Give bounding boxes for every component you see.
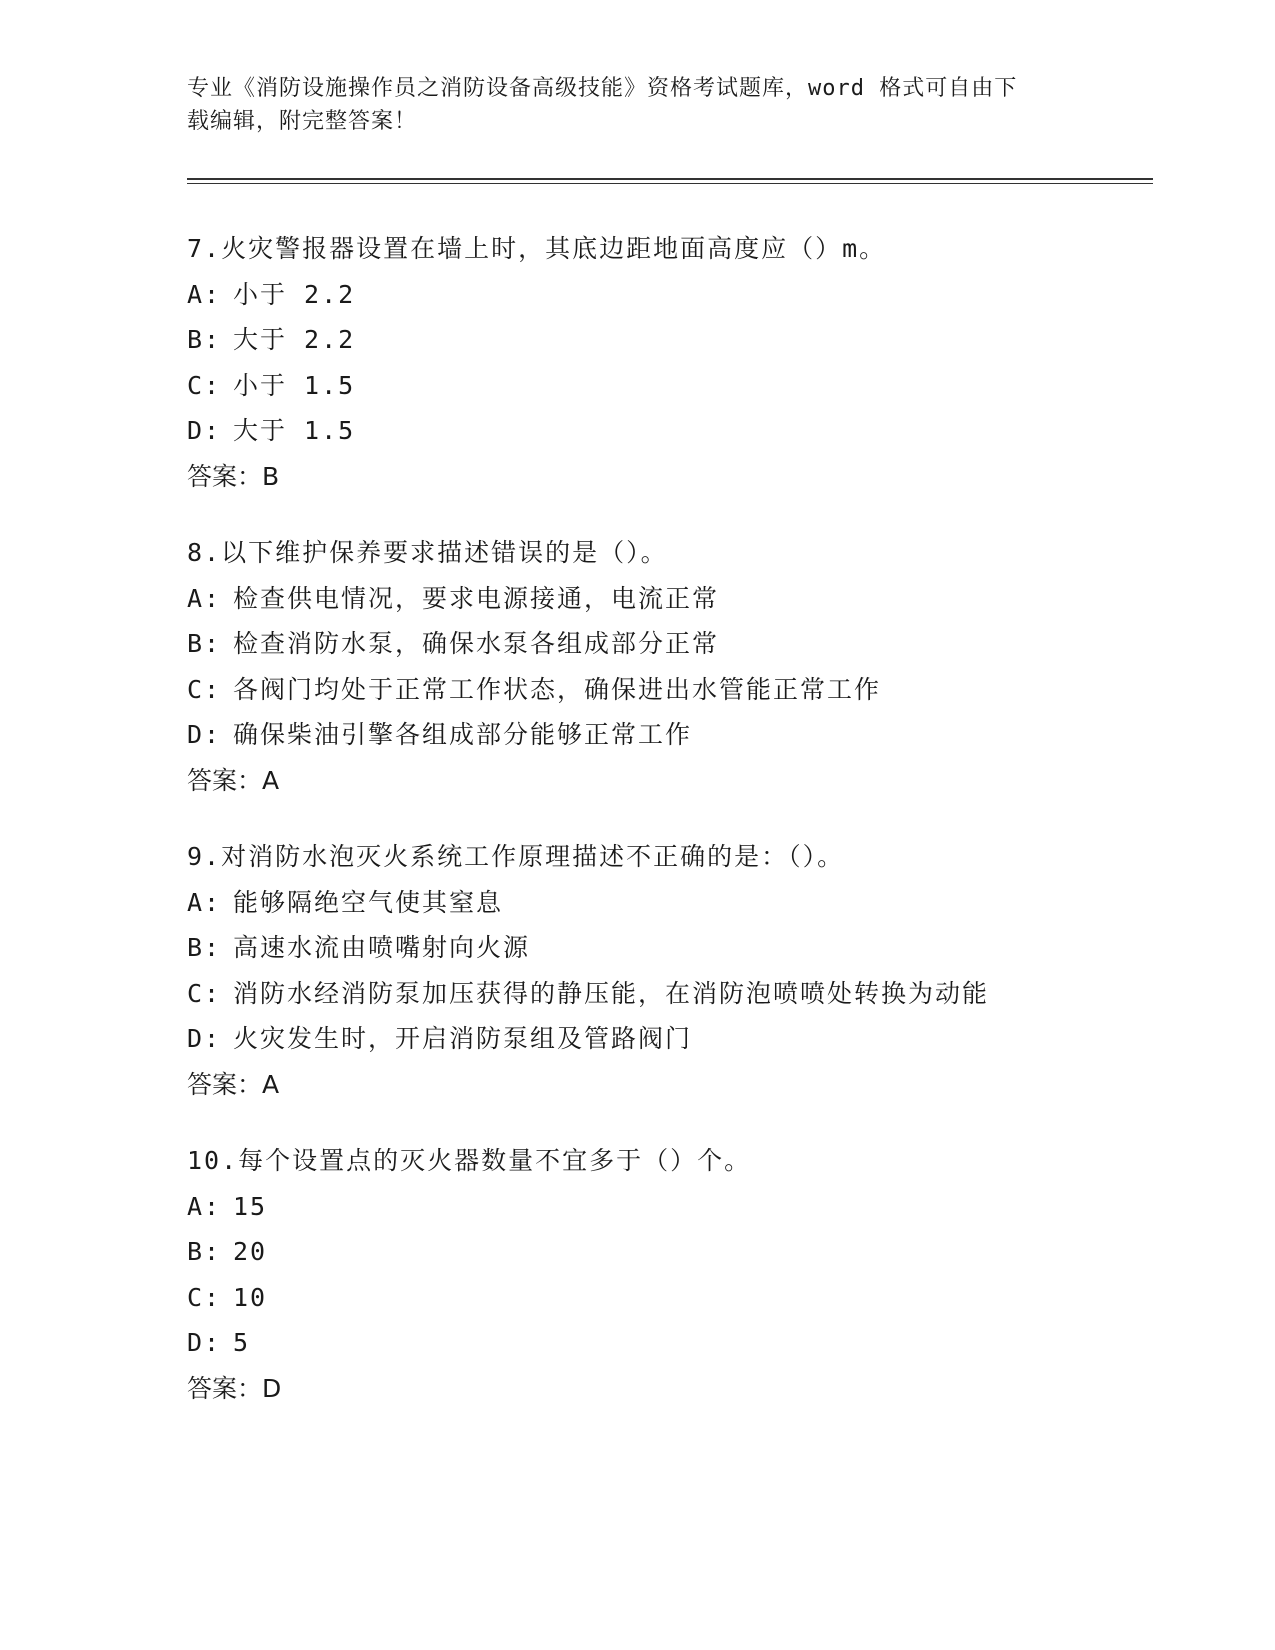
option-text: 小于 2.2: [233, 279, 356, 309]
option-text: 检查供电情况，要求电源接通，电流正常: [233, 583, 720, 613]
option-label: B:: [187, 933, 222, 962]
option-c: [187, 1275, 1147, 1321]
option-text: 消防水经消防泵加压获得的静压能，在消防泡喷喷处转换为动能: [233, 978, 990, 1008]
option-text: 5: [233, 1328, 251, 1357]
option-label: A:: [187, 279, 222, 309]
option-b: [187, 317, 1147, 363]
option-text: 火灾发生时，开启消防泵组及管路阀门: [233, 1024, 693, 1053]
header-line-2: 载编辑，附完整答案！: [187, 109, 418, 134]
question-stem: 10.每个设置点的灭火器数量不宜多于（）个。: [187, 1146, 752, 1175]
option-d: [187, 408, 1147, 454]
option-text: 15: [233, 1191, 268, 1221]
option-label: A:: [187, 1191, 222, 1221]
question-10: [187, 1138, 1147, 1411]
option-c: [187, 363, 1147, 409]
header-divider-thin: [187, 183, 1153, 184]
option-label: D:: [187, 416, 222, 445]
answer: 答案：A: [187, 1069, 280, 1099]
option-label: C:: [187, 978, 222, 1008]
answer: 答案：D: [187, 1373, 282, 1403]
option-c: [187, 971, 1147, 1017]
option-label: B:: [187, 325, 222, 354]
option-a: [187, 576, 1147, 622]
option-text: 检查消防水泵，确保水泵各组成部分正常: [233, 629, 720, 658]
option-text: 确保柴油引擎各组成部分能够正常工作: [233, 720, 693, 749]
question-8: [187, 530, 1147, 803]
option-text: 小于 1.5: [233, 370, 356, 400]
question-7: [187, 226, 1147, 499]
option-d: [187, 1016, 1147, 1062]
option-d: [187, 1320, 1147, 1366]
option-b: [187, 1229, 1147, 1275]
option-c: [187, 667, 1147, 713]
option-a: [187, 880, 1147, 926]
option-label: C:: [187, 1282, 222, 1312]
option-text: 10: [233, 1282, 268, 1312]
option-d: [187, 712, 1147, 758]
option-label: B:: [187, 1237, 222, 1266]
question-stem: 8.以下维护保养要求描述错误的是（）。: [187, 538, 668, 567]
option-label: C:: [187, 674, 222, 704]
question-stem: 9.对消防水泡灭火系统工作原理描述不正确的是：（）。: [187, 842, 845, 871]
question-stem: 7.火灾警报器设置在墙上时，其底边距地面高度应（）m。: [187, 234, 887, 263]
option-text: 能够隔绝空气使其窒息: [233, 887, 504, 917]
option-label: B:: [187, 629, 222, 658]
option-b: [187, 621, 1147, 667]
option-text: 大于 2.2: [233, 325, 356, 354]
header-divider-thick: [187, 178, 1153, 180]
option-text: 大于 1.5: [233, 416, 356, 445]
answer: 答案：B: [187, 461, 280, 491]
option-text: 各阀门均处于正常工作状态，确保进出水管能正常工作: [233, 674, 882, 704]
option-a: [187, 1184, 1147, 1230]
option-label: D:: [187, 1328, 222, 1357]
option-label: C:: [187, 370, 222, 400]
option-text: 20: [233, 1237, 268, 1266]
option-label: A:: [187, 583, 222, 613]
option-label: D:: [187, 1024, 222, 1053]
option-label: D:: [187, 720, 222, 749]
option-b: [187, 925, 1147, 971]
option-a: [187, 272, 1147, 318]
option-text: 高速水流由喷嘴射向火源: [233, 933, 531, 962]
answer: 答案：A: [187, 765, 280, 795]
header-line-1: 专业《消防设施操作员之消防设备高级技能》资格考试题库，word 格式可自由下: [187, 76, 1018, 101]
document-header: [187, 72, 1087, 138]
option-label: A:: [187, 887, 222, 917]
question-9: [187, 834, 1147, 1107]
